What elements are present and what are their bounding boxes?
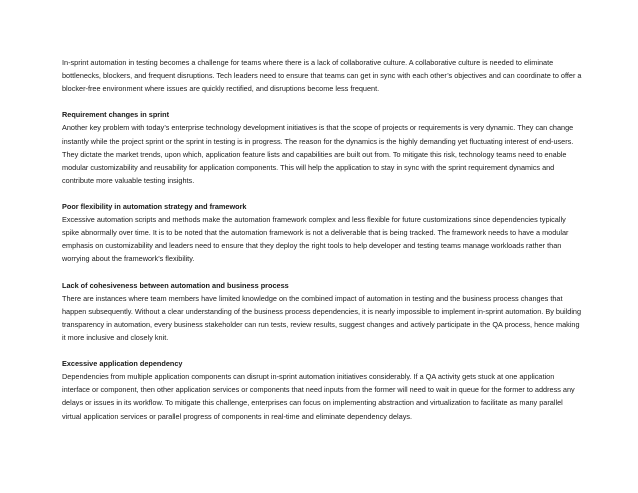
section-heading: Poor flexibility in automation strategy and framework [62, 202, 247, 212]
section-paragraph: There are instances where team members have limited knowledge on the combined impact of automation in testing and the business process changes that happen subsequently. Without a clear understanding of the business process dependencies, it is nearly impossible to implement in-sprint automation. By building transparency in automation, every business stakeholder can run tests, review results, suggest changes and actively participate in the QA process, hence making it more inclusive and closely knit. [62, 293, 582, 342]
document-page [62, 56, 582, 436]
section-heading: Requirement changes in sprint [62, 110, 170, 120]
section-lack-of-cohesiveness [62, 279, 582, 344]
section-requirement-changes [62, 108, 582, 187]
section-paragraph: Excessive automation scripts and methods make the automation framework complex and less flexible for future customizations since dependencies typically spike abnormally over time. It is to be noted that the automation framework is not a deliverable that is being tracked. The framework needs to have a modular emphasis on customizability and leaders need to ensure that they deploy the right tools to help developer and testing teams manage workloads rather than worrying about the framework’s flexibility. [62, 215, 569, 264]
intro-paragraph: In-sprint automation in testing becomes a challenge for teams where there is a lack of collaborative culture. A collaborative culture is needed to eliminate bottlenecks, blockers, and frequent disruptions. Tech leaders need to ensure that teams can get in sync with each other’s objectives and can coordinate to offer a blocker-free environment where issues are quickly rectified, and disruptions become less frequent. [62, 58, 582, 94]
section-application-dependency [62, 357, 582, 422]
intro-section [62, 56, 582, 95]
section-heading: Lack of cohesiveness between automation and business process [62, 280, 289, 290]
section-paragraph: Dependencies from multiple application components can disrupt in-sprint automation initiatives considerably. If a QA activity gets stuck at one application interface or component, then other application services or components that need inputs from the former will need to wait in queue for the former to address any delays or issues in its workflow. To mitigate this challenge, enterprises can focus on implementing abstraction and virtualization to facilitate as many parallel virtual application services or parallel progress of components in real-time and eliminate dependency delays. [62, 372, 575, 421]
section-poor-flexibility [62, 200, 582, 265]
section-paragraph: Another key problem with today’s enterprise technology development initiatives is that the scope of projects or requirements is very dynamic. They can change instantly while the project sprint or the sprint in testing is in progress. The reason for the dynamics is the highly demanding yet fluctuating interest of end-users. They dictate the market trends, upon which, application feature lists and capabilities are built out from. To mitigate this risk, technology teams need to enable modular customizability and reusability for application components. This will help the application to stay in sync with the sprint requirement dynamics and contribute more valuable testing insights. [62, 123, 574, 185]
section-heading: Excessive application dependency [62, 359, 183, 369]
